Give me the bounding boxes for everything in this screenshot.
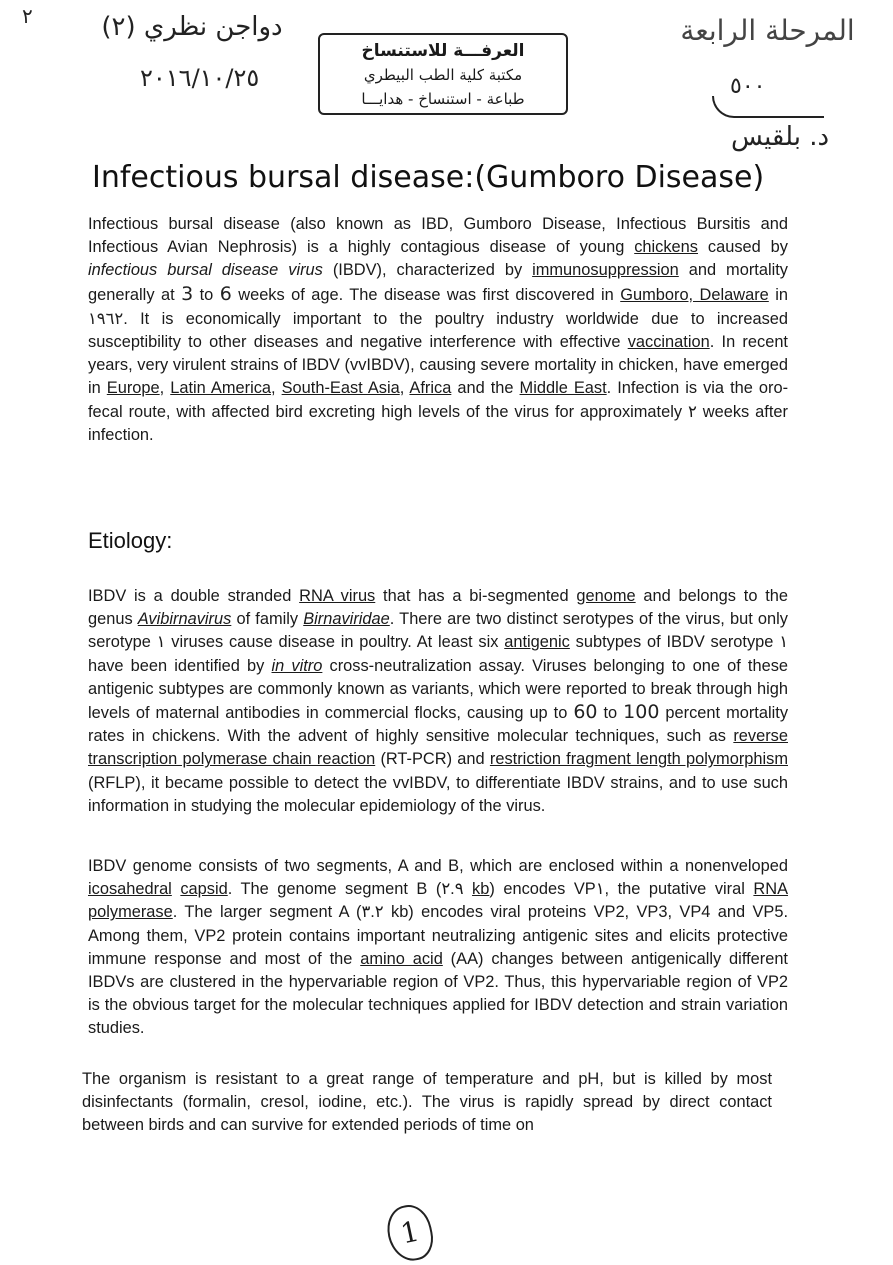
link-chickens: chickens [634,238,698,257]
link-south-east-asia: South-East Asia [281,379,400,398]
link-rt-pcr: reverse transcription polymerase chain reaction [88,727,788,769]
handwritten-mortality-from: 60 [573,701,598,724]
link-rna-virus: RNA virus [299,587,376,605]
document-title: Infectious bursal disease:(Gumboro Disease) [92,160,765,195]
stamp-line-3: طباعة - استنساخ - هدايـــا [361,90,525,108]
link-europe: Europe [106,379,160,398]
handwritten-date: ٢٠١٦/١٠/٢٥ [140,64,260,92]
handwritten-stage: المرحلة الرابعة [680,14,855,47]
link-in-vitro: in vitro [271,656,323,675]
link-avibirnavirus: Avibirnavirus [137,610,232,629]
handwritten-course-note: دواجن نظري (٢) [101,12,283,42]
link-immunosuppression: immunosuppression [532,261,679,280]
intro-paragraph: Infectious bursal disease (also known as IBD, Gumboro Disease, Infectious Bursitis and Infectious Avian Nephrosis) is a highly contagious disease of young chickens caused by infectious bursal disease virus (IBDV), characterized by immunosuppression and mortality generally at 3 to 6 weeks of age. The disease was first discovered in Gumboro, Delaware in ١٩٦٢. It is economically important to the poultry industry worldwide due to increased susceptibility to other diseases and negative interference with effective vaccination. In recent years, very virulent strains of IBDV (vvIBDV), causing severe mortality in chicken, have emerged in Europe, Latin America, South-East Asia, Africa and the Middle East. Infection is via the oro-fecal route, with affected bird excreting high levels of the virus for approximately ٢ weeks after infection. [88,215,789,444]
handwritten-mortality-to: 100 [623,701,660,724]
etiology-paragraph-3: The organism is resistant to a great range of temperature and pH, but is killed by most disinfectants (formalin, cresol, iodine, etc.). The virus is rapidly spread by direct contact between birds and can survive for extended periods of time on [82,1070,772,1135]
stamp-line-2: مكتبة كلية الطب البيطري [363,66,523,84]
handwritten-age-from: 3 [181,282,194,305]
handwritten-price: ٥٠٠ [730,74,766,99]
handwritten-age-to: 6 [219,282,232,305]
link-africa: Africa [409,379,452,398]
link-kb: kb [472,880,490,899]
link-gumboro-delaware: Gumboro, Delaware [620,285,769,304]
stamp-line-1: العرفـــة للاستنساخ [361,41,525,61]
etiology-paragraph-1: IBDV is a double stranded RNA virus that has a bi-segmented genome and belongs to the genus Avibirnavirus of family Birnaviridae. There are two distinct serotypes of the virus, but only serotype ١ viruses cause disease in poultry. At least six antigenic subtypes of IBDV serotype ١ have been identified by in vitro cross-neutralization assay. Viruses belonging to one of these antigenic subtypes are commonly known as variants, which were reported to break through high levels of maternal antibodies in commercial flocks, causing up to 60 to 100 percent mortality rates in chickens. With the advent of highly sensitive molecular techniques, such as reverse transcription polymerase chain reaction (RT-PCR) and restriction fragment length polymorphism (RFLP), it became possible to detect the vvIBDV, to differentiate IBDV strains, and to use such information in studying the molecular epidemiology of the virus. [88,587,789,815]
link-capsid: capsid [180,880,228,899]
link-rflp: restriction fragment length polymorphism [489,750,788,769]
price-underline-mark [712,96,824,118]
link-antigenic: antigenic [504,633,570,652]
page-number: 1 [383,1201,438,1265]
link-genome: genome [576,587,636,605]
link-vaccination: vaccination [627,333,710,352]
link-rna-polymerase: RNA polymerase [88,880,789,922]
handwritten-lecturer: د. بلقيس [730,122,830,152]
link-birnaviridae: Birnaviridae [303,610,390,629]
link-amino-acid: amino acid [360,949,443,968]
corner-mark: ٢ [22,4,33,28]
library-stamp [318,33,568,115]
link-middle-east: Middle East [519,379,607,398]
handwritten-year: ١٩٦٢ [88,308,124,328]
link-latin-america: Latin America [170,379,272,398]
etiology-paragraph-2: IBDV genome consists of two segments, A and B, which are enclosed within a nonenveloped icosahedral capsid. The genome segment B (٢.٩ kb) encodes VP١, the putative viral RNA polymerase. The larger segment A (٣.٢ kb) encodes viral proteins VP2, VP3, VP4 and VP5. Among them, VP2 protein contains important neutralizing antigenic sites and elicits protective immune response and most of the amino acid (AA) changes between antigenically different IBDVs are clustered in the hypervariable region of VP2. Thus, this hypervariable region of VP2 is the obvious target for the molecular techniques applied for IBDV detection and strain variation studies. [88,857,789,1038]
link-icosahedral: icosahedral [88,880,172,899]
etiology-heading: Etiology: [88,528,173,553]
virus-name: infectious bursal disease virus [88,261,323,280]
